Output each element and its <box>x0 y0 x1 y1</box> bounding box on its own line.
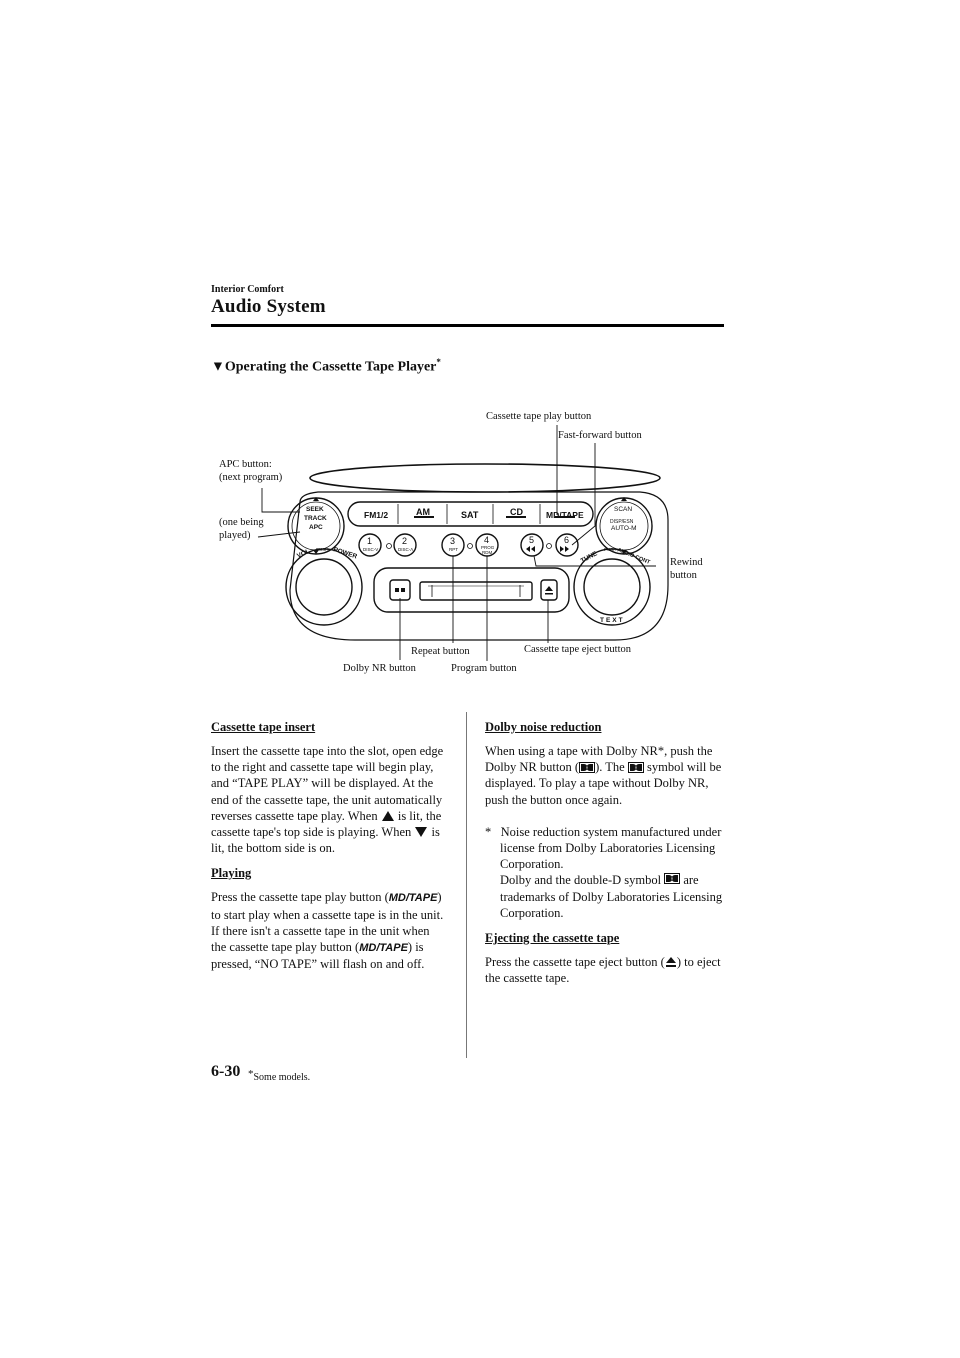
paragraph-ejecting: Press the cassette tape eject button ( ) to eject the cassette tape. <box>485 955 721 986</box>
paragraph-playing: Press the cassette tape play button (MD/TAPE) to start play when a cassette tape is in the unit. If there isn't a cassette tape in the unit when the cassette tape play button (MD/TAPE) is pressed, “NO TAPE” will flash on and off. <box>211 890 444 972</box>
preset-6-number: 6 <box>564 535 570 545</box>
cassette-slot <box>420 582 532 600</box>
triangle-down-icon <box>414 826 428 838</box>
leader-ffwd <box>572 443 595 545</box>
callout-play-button: Cassette tape play button <box>486 411 592 422</box>
callout-eject: Cassette tape eject button <box>524 644 632 655</box>
subsection-title: Operating the Cassette Tape Player <box>224 359 437 375</box>
heading-cassette-insert: Cassette tape insert <box>211 720 316 734</box>
mdtape-label: MD/TAPE <box>546 510 584 520</box>
rewind-arrows-icon <box>526 546 535 552</box>
preset-3-sub: RPT <box>449 547 458 552</box>
eject-symbol-icon <box>545 586 553 595</box>
volume-knob <box>286 549 362 625</box>
auto-label: AUTO-M <box>611 525 637 532</box>
preset-4-sub2: RDM <box>482 550 493 555</box>
seek-label: SEEK <box>306 506 324 513</box>
disp-label: DISP/ESN <box>610 519 634 525</box>
footer-note: *Some models. <box>248 1068 311 1083</box>
power-label: POWER <box>332 546 358 561</box>
asterisk-mark: * <box>436 357 441 367</box>
callout-fast-forward: Fast-forward button <box>558 430 642 441</box>
preset-1-number: 1 <box>367 536 373 546</box>
preset-4-sub: PROG <box>481 545 495 550</box>
triangle-down-icon: ▼ <box>211 359 225 375</box>
dolby-symbol-icon <box>579 762 595 773</box>
paragraph-cassette-insert: Insert the cassette tape into the slot, open edge to the right and cassette tape will begin play, and “TAPE PLAY” will be displayed. At the end of the cassette tape, the unit automatically reverses cassette tape play. When is lit, the cassette tape's top side is playing. When is lit, the bottom side is on. <box>211 744 444 856</box>
preset-5-number: 5 <box>529 535 535 545</box>
tune-label: TUNE <box>579 550 599 565</box>
cd-label: CD <box>510 507 523 517</box>
callout-rewind: Rewind button <box>670 557 703 581</box>
callout-dolby: Dolby NR button <box>343 663 416 674</box>
preset-3-number: 3 <box>450 536 456 546</box>
callout-program: Program button <box>451 663 517 674</box>
left-column <box>211 720 446 972</box>
fm-label: FM1/2 <box>364 510 389 520</box>
display-window <box>310 464 660 492</box>
column-divider <box>466 712 467 1058</box>
callout-repeat: Repeat button <box>411 646 470 657</box>
preset-4-number: 4 <box>484 535 490 545</box>
scan-label: SCAN <box>614 506 633 513</box>
preset-2-sub: DISC-Λ <box>398 547 414 552</box>
right-column <box>485 720 725 986</box>
sat-label: SAT <box>461 510 479 520</box>
vol-label: VOL <box>295 547 312 560</box>
preset-2-number: 2 <box>402 536 408 546</box>
heading-playing: Playing <box>211 866 252 881</box>
heading-dolby: Dolby noise reduction <box>485 720 602 734</box>
heading-ejecting: Ejecting the cassette tape <box>485 931 620 946</box>
callout-one-being-played: (one being played) <box>219 517 264 541</box>
page-number: 6-30 <box>211 1063 241 1080</box>
section-label: Interior Comfort <box>211 284 284 295</box>
triangle-up-icon <box>381 810 395 822</box>
callout-apc-button: APC button: (next program) <box>219 459 283 483</box>
dolby-symbol-icon <box>664 873 680 884</box>
audio-cont-label: AUDIO CONT <box>616 547 651 566</box>
md-tape-button-icon: MD/TAPE <box>359 942 408 955</box>
text-label: TEXT <box>600 617 625 624</box>
fast-forward-arrows-icon <box>560 546 569 552</box>
track-label: TRACK <box>304 515 327 522</box>
apc-label: APC <box>309 524 323 531</box>
dolby-nr-button <box>390 580 410 600</box>
push-label-right: PUSH <box>604 547 617 552</box>
dolby-symbol-icon <box>395 588 399 592</box>
dolby-footnote: * Noise reduction system manufactured under license from Dolby Laboratories Licensing Corporation. Dolby and the double-D symbol are trademarks of Dolby Laboratories Licensing Corporation. <box>485 824 723 920</box>
preset-1-sub: DISC-V <box>363 547 379 552</box>
dolby-symbol-icon <box>628 762 644 773</box>
push-label-left: PUSH <box>316 547 329 552</box>
paragraph-dolby: When using a tape with Dolby NR*, push the Dolby NR button ( ). The symbol will be displayed. To play a tape without Dolby NR, push the button once again. <box>485 744 722 807</box>
page-title: Audio System <box>211 296 326 317</box>
md-tape-button-icon: MD/TAPE <box>388 892 438 905</box>
am-label: AM <box>416 507 430 517</box>
eject-icon <box>665 956 677 968</box>
